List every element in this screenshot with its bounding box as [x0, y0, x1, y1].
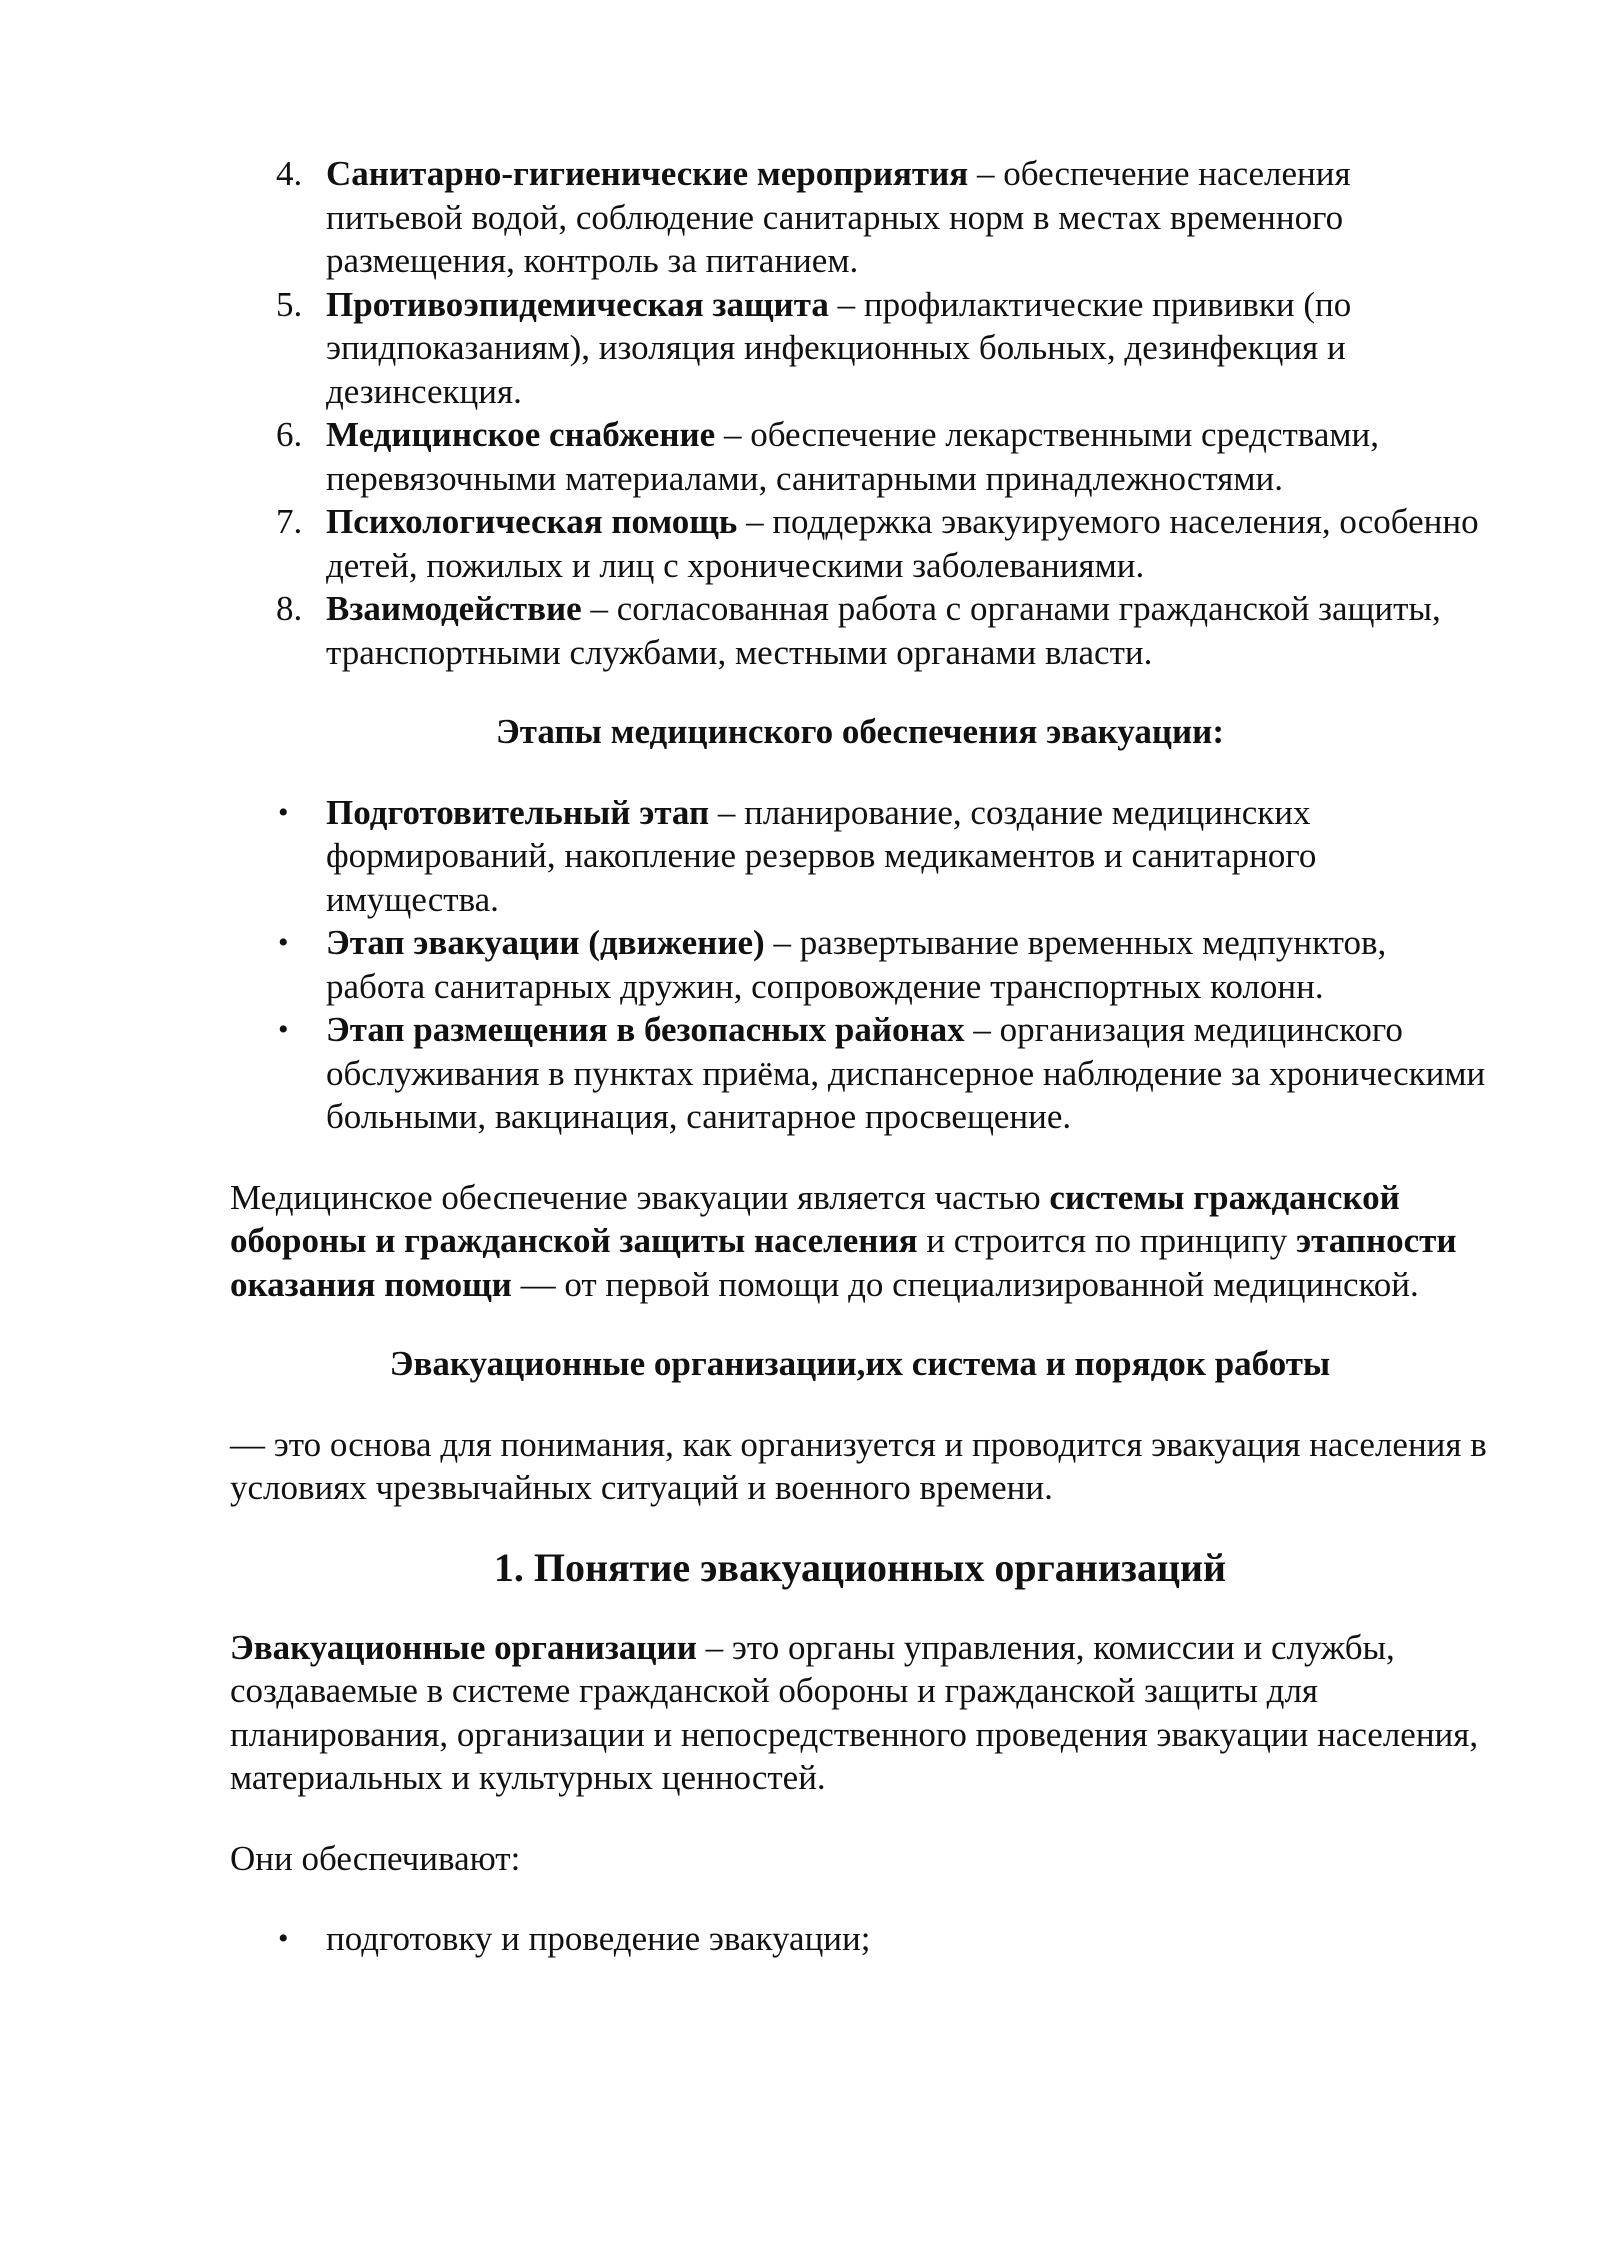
item-text: – согласованная работа с органами гражданской защиты, транспортными службами, местными органами власти. — [326, 589, 1441, 672]
item-text: – обеспечение населения питьевой водой, соблюдение санитарных норм в местах временного размещения, контроль за питанием. — [326, 154, 1351, 280]
list-number: 8. — [276, 589, 303, 628]
item-term: Санитарно-гигиенические мероприятия — [326, 154, 969, 193]
summary-bold: системы гражданской обороны и гражданской защиты населения — [230, 1177, 1400, 1260]
list-number: 7. — [276, 502, 303, 541]
item-term: Взаимодействие — [326, 589, 582, 628]
org-intro-paragraph: — это основа для понимания, как организуется и проводится эвакуация населения в условиях чрезвычайных ситуаций и военного времени. — [230, 1424, 1487, 1507]
list-item — [230, 921, 1490, 1008]
item-term: Этап эвакуации (движение) — [326, 923, 765, 962]
item-term: Медицинское снабжение — [326, 415, 716, 454]
bullet-icon: • — [278, 1922, 289, 1955]
list-item — [230, 1917, 1490, 1961]
bullet-icon: • — [278, 926, 289, 959]
item-text: – развертывание временных медпунктов, работа санитарных дружин, сопровождение транспортных колонн. — [326, 923, 1387, 1006]
item-text: – планирование, создание медицинских формирований, накопление резервов медикаментов и санитарного имущества. — [326, 792, 1317, 919]
summary-paragraph — [230, 1176, 1490, 1307]
stages-heading: Этапы медицинского обеспечения эвакуации: — [496, 712, 1224, 751]
item-term: Подготовительный этап — [326, 792, 710, 832]
list-number: 4. — [276, 154, 303, 193]
list-item — [230, 152, 1490, 283]
bullet-icon: • — [278, 795, 289, 829]
item-text: – организация медицинского обслуживания в пунктах приёма, диспансерное наблюдение за хроническими больными, вакцинация, санитарное просвещение. — [326, 1010, 1486, 1136]
list-item — [230, 413, 1490, 500]
definition-paragraph — [230, 1626, 1490, 1800]
definition-text: – это органы управления, комиссии и службы, создаваемые в системе гражданской обороны и гражданской защиты для планирования, организации и непосредственного проведения эвакуации населения, материальных и культурных ценностей. — [230, 1627, 1479, 1797]
item-text: – обеспечение лекарственными средствами, перевязочными материалами, санитарными принадлежностями. — [326, 415, 1380, 498]
list-item — [230, 1008, 1490, 1139]
section-heading: 1. Понятие эвакуационных организаций — [493, 1544, 1227, 1590]
summary-text: Медицинское обеспечение эвакуации является частью — [230, 1177, 1050, 1217]
item-text: – профилактические прививки (по эпидпоказаниям), изоляция инфекционных больных, дезинфекция и дезинсекция. — [326, 284, 1352, 411]
list-item — [230, 500, 1490, 587]
item-term: Противоэпидемическая защита — [326, 284, 829, 324]
numbered-list — [230, 152, 1490, 674]
item-term: Психологическая помощь — [326, 502, 738, 541]
item-text: подготовку и проведение эвакуации; — [326, 1919, 871, 1958]
stages-list — [230, 791, 1490, 1139]
summary-text: и строится по принципу — [917, 1221, 1297, 1260]
list-item — [230, 283, 1490, 414]
summary-text: — от первой помощи до специализированной медицинской. — [511, 1264, 1419, 1304]
list-number: 6. — [276, 415, 303, 454]
item-text: – поддержка эвакуируемого населения, особенно детей, пожилых и лиц с хроническими заболеваниями. — [326, 502, 1479, 585]
definition-term: Эвакуационные организации — [230, 1627, 697, 1667]
org-heading: Эвакуационные организации,их система и порядок работы — [389, 1344, 1331, 1383]
list-number: 5. — [276, 284, 303, 324]
list-item — [230, 791, 1490, 922]
list-item — [230, 587, 1490, 674]
provide-intro: Они обеспечивают: — [230, 1838, 521, 1878]
item-term: Этап размещения в безопасных районах — [326, 1010, 965, 1049]
summary-bold: этапности оказания помощи — [230, 1221, 1457, 1304]
bullet-icon: • — [278, 1013, 289, 1046]
provide-list — [230, 1917, 1490, 1961]
